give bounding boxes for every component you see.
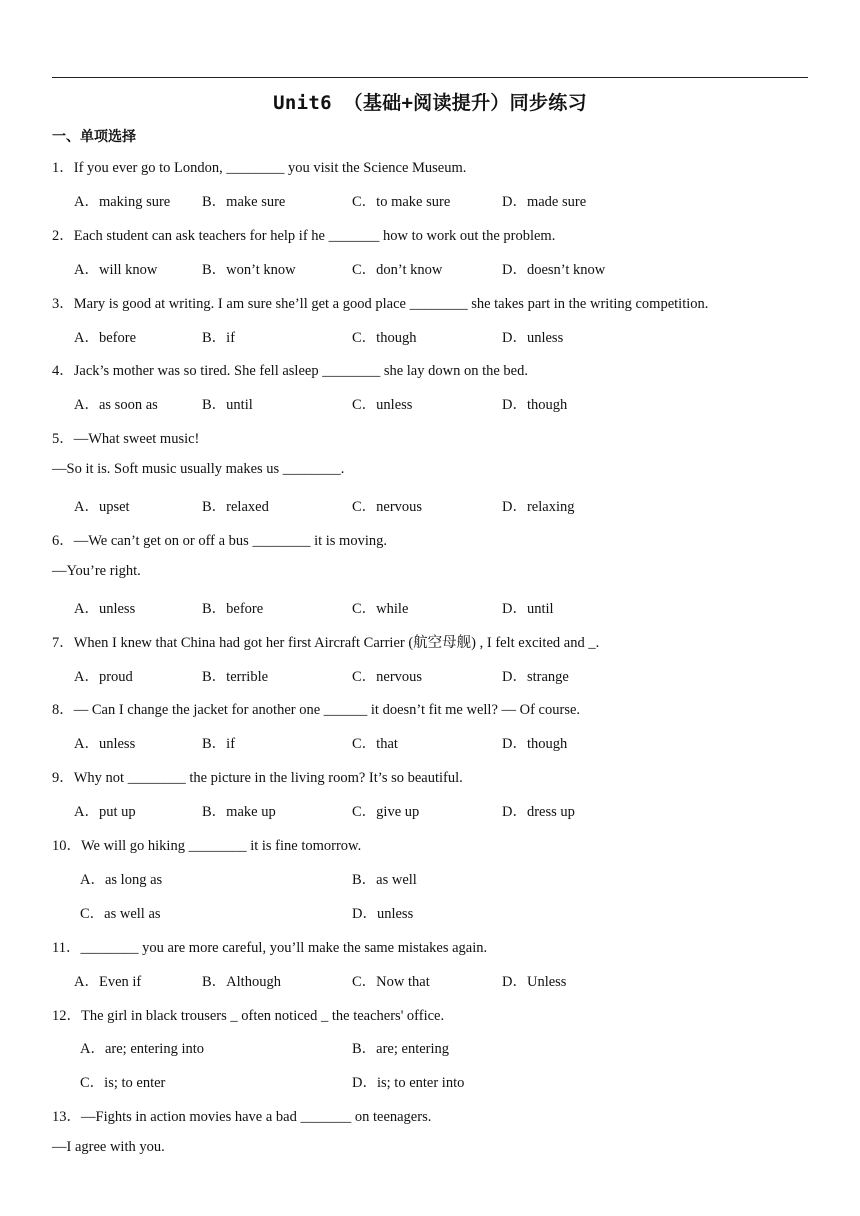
question-stem: 3．Mary is good at writing. I am sure she’ll get a good place ________ she takes part in the writing competition. bbox=[52, 295, 709, 312]
option-c: C．while bbox=[352, 600, 409, 617]
question-stem: 12．The girl in black trousers _ often noticed _ the teachers' office. bbox=[52, 1007, 445, 1024]
option-c: C．is; to enter bbox=[80, 1075, 166, 1092]
option-a: A．making sure bbox=[74, 193, 171, 210]
section-heading: 一、单项选择 bbox=[52, 129, 136, 145]
option-d: D．unless bbox=[352, 905, 414, 922]
option-a: A．will know bbox=[74, 261, 158, 278]
page-title: Unit6 （基础+阅读提升）同步练习 bbox=[273, 92, 587, 114]
option-c: C．unless bbox=[352, 397, 413, 414]
option-c: C．nervous bbox=[352, 668, 423, 685]
option-b: B．if bbox=[202, 736, 236, 753]
question-stem: 1．If you ever go to London, ________ you visit the Science Museum. bbox=[52, 160, 467, 176]
option-b: B．Although bbox=[202, 973, 281, 990]
option-b: B．before bbox=[202, 600, 264, 617]
option-d: D．made sure bbox=[502, 193, 587, 210]
option-c: C．to make sure bbox=[352, 193, 451, 210]
option-c: C．though bbox=[352, 329, 417, 346]
question-dialogue-line: —You’re right. bbox=[52, 562, 141, 579]
option-a: A．Even if bbox=[74, 973, 142, 990]
option-a: A．put up bbox=[74, 804, 136, 821]
option-a: A．as soon as bbox=[74, 397, 158, 414]
option-a: A．as long as bbox=[80, 871, 163, 888]
question-stem: 9．Why not ________ the picture in the living room? It’s so beautiful. bbox=[52, 770, 463, 787]
option-b: B．are; entering bbox=[352, 1041, 450, 1058]
option-c: C．nervous bbox=[352, 499, 423, 515]
option-d: D．though bbox=[502, 736, 568, 753]
option-c: C．Now that bbox=[352, 973, 430, 990]
option-d: D．doesn’t know bbox=[502, 261, 606, 278]
option-c: C．don’t know bbox=[352, 261, 443, 278]
question-stem: 6．—We can’t get on or off a bus ________ it is moving. bbox=[52, 532, 387, 549]
question-stem: 2．Each student can ask teachers for help if he _______ how to work out the problem. bbox=[52, 227, 556, 244]
option-d: D．unless bbox=[502, 329, 564, 346]
option-b: B．terrible bbox=[202, 668, 269, 685]
option-a: A．unless bbox=[74, 600, 136, 617]
question-stem: 4．Jack’s mother was so tired. She fell asleep ________ she lay down on the bed. bbox=[52, 363, 528, 380]
question-stem: 5．—What sweet music! bbox=[52, 431, 200, 448]
option-c: C．give up bbox=[352, 804, 420, 821]
option-b: B．won’t know bbox=[202, 261, 296, 278]
option-d: D．strange bbox=[502, 668, 569, 685]
option-a: A．proud bbox=[74, 668, 133, 685]
option-d: D．Unless bbox=[502, 973, 567, 990]
option-a: A．upset bbox=[74, 499, 130, 515]
option-a: A．before bbox=[74, 329, 137, 346]
option-b: B．relaxed bbox=[202, 499, 269, 515]
option-c: C．as well as bbox=[80, 905, 161, 922]
option-b: B．make up bbox=[202, 804, 276, 821]
option-d: D．dress up bbox=[502, 804, 575, 821]
header-rule bbox=[52, 77, 808, 78]
option-b: B．if bbox=[202, 329, 236, 346]
option-d: D．relaxing bbox=[502, 499, 575, 515]
question-stem: 8．— Can I change the jacket for another one ______ it doesn’t fit me well? — Of course. bbox=[52, 702, 581, 719]
question-stem: 7．When I knew that China had got her first Aircraft Carrier (航空母舰) , I felt excited and _. bbox=[52, 634, 600, 651]
question-stem: 11．________ you are more careful, you’ll make the same mistakes again. bbox=[52, 939, 488, 956]
option-d: D．though bbox=[502, 397, 568, 414]
option-d: D．is; to enter into bbox=[352, 1075, 465, 1092]
question-stem: 13．—Fights in action movies have a bad _______ on teenagers. bbox=[52, 1109, 432, 1126]
option-a: A．are; entering into bbox=[80, 1041, 205, 1058]
question-dialogue-line: —So it is. Soft music usually makes us ________. bbox=[52, 461, 345, 478]
option-b: B．until bbox=[202, 397, 253, 414]
option-b: B．as well bbox=[352, 871, 417, 888]
option-b: B．make sure bbox=[202, 193, 286, 210]
option-a: A．unless bbox=[74, 736, 136, 753]
question-stem: 10．We will go hiking ________ it is fine tomorrow. bbox=[52, 838, 362, 854]
option-d: D．until bbox=[502, 600, 554, 617]
option-c: C．that bbox=[352, 736, 398, 753]
question-dialogue-line: —I agree with you. bbox=[52, 1139, 165, 1156]
